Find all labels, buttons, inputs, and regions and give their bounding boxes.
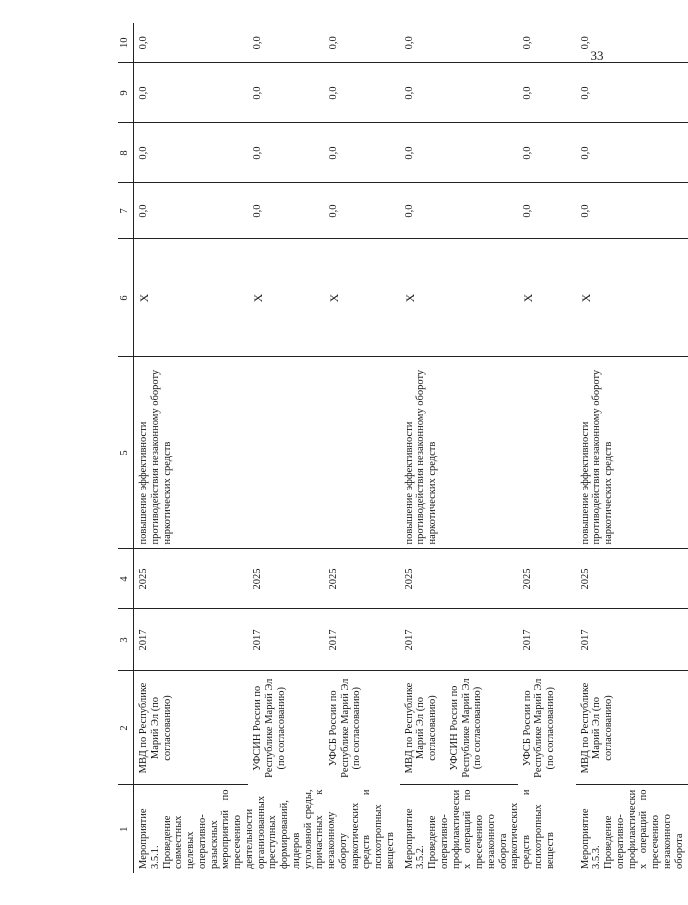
value-cell: 0,0 [518, 183, 576, 239]
header-cell: 10 [118, 23, 134, 63]
value-cell: 0,0 [400, 63, 518, 123]
cross-mark: X [248, 239, 324, 357]
executor-cell: УФСБ России по Республике Марий Эл (по согласованию) [327, 678, 363, 778]
start-year: 2017 [400, 609, 518, 671]
expected-result: повышение эффективности противодействия незаконному обороту наркотических средств [576, 357, 688, 549]
value-cell: 0,0 [134, 183, 249, 239]
executor-cell: МВД по Республике Марий Эл (по согласованию) [576, 671, 688, 785]
header-cell: 2 [118, 671, 134, 785]
start-year: 2017 [248, 609, 324, 671]
header-cell: 8 [118, 123, 134, 183]
expected-result: повышение эффективности противодействия незаконному обороту наркотических средств [134, 357, 400, 549]
value-cell: 0,0 [576, 183, 688, 239]
value-cell: 0,0 [400, 123, 518, 183]
header-cell: 9 [118, 63, 134, 123]
cross-mark: X [576, 239, 688, 357]
value-cell: 0,0 [400, 183, 518, 239]
value-cell: 0,0 [518, 23, 576, 63]
measure-description: Мероприятие 3.5.3. Проведение оперативно-профилактических операций по пресечению незаконного оборота [579, 789, 685, 869]
measure-description: Мероприятие 3.5.2. Проведение оперативно-профилактических операций по пресечению незаконного оборота наркотических средств и психотропных веществ [403, 789, 556, 869]
start-year: 2017 [518, 609, 576, 671]
cross-mark: X [134, 239, 249, 357]
value-cell: 0,0 [248, 123, 324, 183]
value-cell: 0,0 [576, 123, 688, 183]
expected-result: повышение эффективности противодействия незаконному обороту наркотических средств [400, 357, 576, 549]
executor-name: УФСИН России по Республике Марий Эл (по согласованию) [448, 678, 484, 778]
value-cell: 0,0 [518, 63, 576, 123]
table-row [576, 23, 688, 873]
header-cell: 6 [118, 239, 134, 357]
header-cell: 7 [118, 183, 134, 239]
value-cell: 0,0 [134, 23, 249, 63]
value-cell: 0,0 [400, 23, 518, 63]
table-row [400, 23, 518, 873]
cross-mark: X [324, 239, 400, 357]
table-row [134, 23, 249, 873]
executor-cell: УФСИН России по Республике Марий Эл (по согласованию) [252, 678, 287, 778]
end-year: 2025 [518, 549, 576, 609]
header-cell: 1 [118, 785, 134, 873]
value-cell: 0,0 [324, 23, 400, 63]
value-cell: 0,0 [248, 183, 324, 239]
start-year: 2017 [134, 609, 249, 671]
end-year: 2025 [576, 549, 688, 609]
value-cell: 0,0 [324, 123, 400, 183]
executor-cell [400, 671, 518, 785]
start-year: 2017 [324, 609, 400, 671]
measure-description: Мероприятие 3.5.1. Проведение совместных целевых оперативно-разыскных мероприятий по пресечению деятельности организованных преступных формирований, лидеров уголовной среды, причастных к незаконному обороту наркотических средств и психотропных веществ [138, 789, 396, 869]
value-cell: 0,0 [576, 23, 688, 63]
executor-cell: УФСБ России по Республике Марий Эл (по согласованию) [521, 678, 556, 778]
value-cell: 0,0 [576, 63, 688, 123]
value-cell: 0,0 [518, 123, 576, 183]
value-cell: 0,0 [248, 63, 324, 123]
cross-mark: X [518, 239, 576, 357]
cross-mark: X [400, 239, 518, 357]
header-cell: 4 [118, 549, 134, 609]
value-cell: 0,0 [248, 23, 324, 63]
value-cell: 0,0 [324, 63, 400, 123]
end-year: 2025 [324, 549, 400, 609]
value-cell: 0,0 [134, 63, 249, 123]
header-row [118, 23, 134, 873]
end-year: 2025 [248, 549, 324, 609]
page-number: 33 [590, 48, 604, 63]
measures-table [118, 23, 688, 873]
executor-name: МВД по Республике Марий Эл (по согласованию) [403, 682, 438, 774]
value-cell: 0,0 [324, 183, 400, 239]
header-cell: 3 [118, 609, 134, 671]
end-year: 2025 [134, 549, 249, 609]
end-year: 2025 [400, 549, 518, 609]
executor-cell: МВД по Республике Марий Эл (по согласованию) [134, 671, 249, 785]
start-year: 2017 [576, 609, 688, 671]
value-cell: 0,0 [134, 123, 249, 183]
header-cell: 5 [118, 357, 134, 549]
